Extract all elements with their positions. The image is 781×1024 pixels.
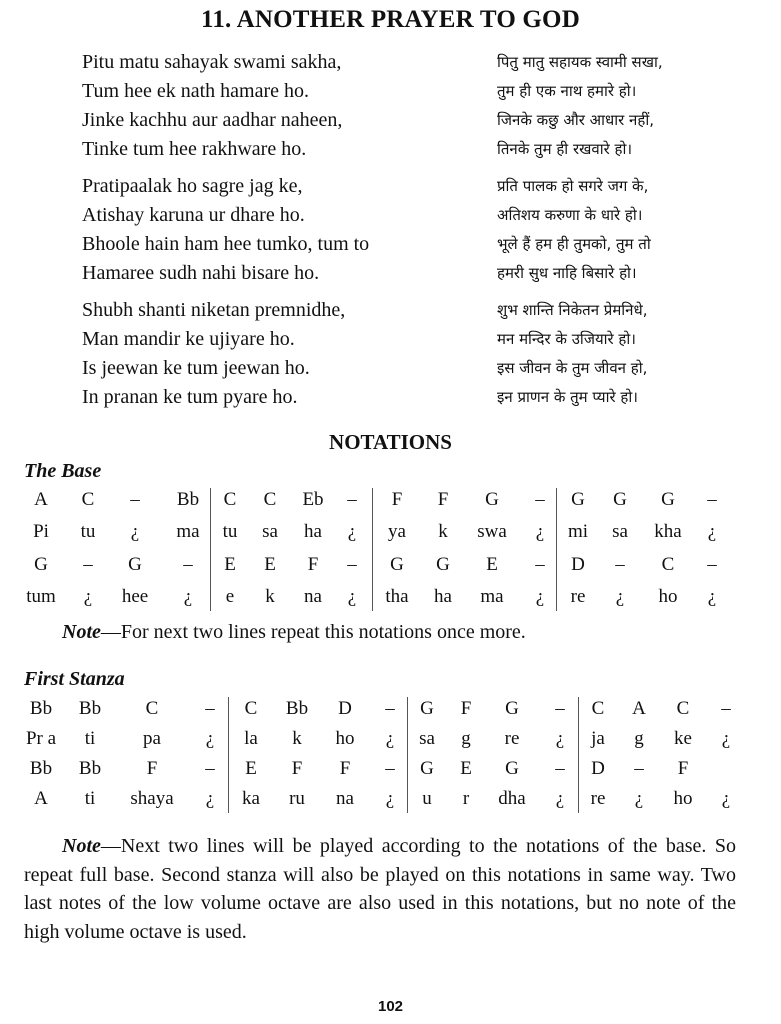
syllable-cell: sa [419,728,435,749]
note-cell: C [244,698,258,719]
syllable-cell: pa [143,728,161,749]
verse-line-hindi: इन प्राणन के तुम प्यारे हो। [497,388,638,406]
verse-line [82,135,702,164]
syllable-cell: ¿ [707,521,717,543]
syllable-cell: ka [242,788,260,809]
measure-bar-line [210,488,211,611]
note-cell: – [385,758,395,779]
syllable-cell: la [244,728,258,749]
verse-line [82,48,702,77]
verse-line [82,172,702,201]
verse-line-hindi: पितु मातु सहायक स्वामी सखा, [497,53,663,71]
syllable-cell: ¿ [183,585,193,607]
verse-line-english: Man mandir ke ujiyare ho. [82,328,295,350]
note-cell: G [420,758,434,779]
note-cell: C [676,698,690,719]
syllable-cell: k [292,728,302,749]
syllable-cell: na [336,788,354,809]
verse-line-english: Bhoole hain ham hee tumko, tum to [82,233,370,255]
page-title: 11. ANOTHER PRAYER TO GOD [201,6,580,33]
verse-line [82,354,702,383]
note-cell: Bb [78,758,102,779]
syllable-cell: ma [176,521,200,543]
syllable-cell: ho [658,585,678,607]
note-cell: C [81,489,95,510]
note-cell: G [390,553,404,575]
note-cell: – [707,553,717,575]
notes-row [0,694,781,724]
syllable-cell: ¿ [535,521,545,543]
syllable-cell: tu [80,521,96,543]
syllable-cell: ¿ [721,728,731,749]
first-stanza-label: First Stanza [24,668,125,690]
syllable-cell: A [34,788,48,809]
syllable-cell: r [462,788,470,809]
syllable-cell: ¿ [615,585,625,607]
syllable-cell: ru [289,788,305,809]
syllable-cell: k [265,585,275,607]
note-cell: – [385,698,395,719]
verse-line [82,325,702,354]
verse-line-english: Jinke kachhu aur aadhar naheen, [82,109,343,131]
syllable-cell: ti [84,728,96,749]
note-cell: – [83,553,93,575]
note-cell: D [571,553,585,575]
syllable-cell: ho [335,728,355,749]
syllable-cell: ha [304,521,322,543]
note-cell: F [307,553,319,575]
note-cell: – [535,553,545,575]
verse-line-english: Is jeewan ke tum jeewan ho. [82,357,310,379]
syllable-cell: hee [121,585,149,607]
note-cell: Eb [302,489,324,510]
note-cell: – [707,489,717,510]
lyrics-row [0,582,781,612]
verse-stanza [82,172,702,288]
verse-line [82,230,702,259]
syllable-cell: tum [26,585,56,607]
syllable-cell: ja [591,728,605,749]
note-cell: D [338,698,352,719]
note-cell: Bb [78,698,102,719]
syllable-cell: sa [612,521,628,543]
note-cell: F [291,758,303,779]
verse-line-english: Tum hee ek nath hamare ho. [82,80,309,102]
note-cell: – [205,698,215,719]
syllable-cell: tu [222,521,238,543]
syllable-cell: k [438,521,448,543]
note-cell: E [486,553,498,575]
note-cell: F [460,698,472,719]
note-cell: C [145,698,159,719]
syllable-cell: g [461,728,471,749]
note-cell: – [347,489,357,510]
syllable-cell: ma [480,585,504,607]
lyrics-row [0,517,781,547]
verse-line-hindi: इस जीवन के तुम जीवन हो, [497,359,648,377]
verse-line-hindi: भूले हैं हम ही तुमको, तुम तो [497,235,651,253]
note-cell: E [245,758,257,779]
syllable-cell: u [422,788,432,809]
syllable-cell: ¿ [555,788,565,809]
syllable-cell: ¿ [707,585,717,607]
syllable-cell: shaya [130,788,174,809]
syllable-cell: na [304,585,322,607]
note-cell: G [661,489,675,510]
syllable-cell: Pr a [25,728,57,749]
verse-line-english: Hamaree sudh nahi bisare ho. [82,262,320,284]
verse-line-english: Pratipaalak ho sagre jag ke, [82,175,303,197]
verse-line-english: Pitu matu sahayak swami sakha, [82,51,342,73]
syllable-cell: ¿ [83,585,93,607]
syllable-cell: ho [673,788,693,809]
measure-bar-line [372,488,373,611]
note-cell: C [223,489,237,510]
note-cell: E [460,758,472,779]
note-cell: F [339,758,351,779]
syllable-cell: dha [498,788,526,809]
note-cell: G [34,553,48,575]
note-cell: – [721,698,731,719]
note-cell: D [591,758,605,779]
syllable-cell: ya [388,521,406,543]
note-cell: F [391,489,403,510]
verse-line-english: Tinke tum hee rakhware ho. [82,138,307,160]
note-cell: A [34,489,48,510]
syllable-cell: ¿ [205,728,215,749]
verse-line-english: Shubh shanti niketan premnidhe, [82,299,346,321]
note-cell: Bb [29,758,53,779]
note-cell: – [205,758,215,779]
measure-bar-line [228,697,229,813]
note-cell: – [535,489,545,510]
verse-line [82,106,702,135]
syllable-cell: sa [262,521,278,543]
syllable-cell: swa [477,521,507,543]
syllable-cell: ¿ [535,585,545,607]
syllable-cell: ¿ [385,728,395,749]
syllable-cell: mi [567,521,589,543]
note-cell: F [437,489,449,510]
syllable-cell: e [225,585,235,607]
verse-line [82,259,702,288]
lyrics-row [0,784,781,814]
syllable-cell: ¿ [555,728,565,749]
note-cell: A [632,698,646,719]
note-cell: – [555,758,565,779]
syllable-cell: kha [654,521,682,543]
syllable-cell: ha [434,585,452,607]
verse-line-hindi: मन मन्दिर के उजियारे हो। [497,330,636,348]
note-label: Note [62,835,101,857]
note-cell: F [677,758,689,779]
notes-row [0,754,781,784]
note-cell: – [347,553,357,575]
notes-row [0,485,781,515]
verse-line-hindi: तुम ही एक नाथ हमारे हो। [497,82,637,100]
syllable-cell: ¿ [347,521,357,543]
note-cell: G [436,553,450,575]
note-cell: E [224,553,236,575]
verse-line-hindi: तिनके तुम ही रखवारे हो। [497,140,633,158]
base-label: The Base [24,460,102,482]
note-cell: C [661,553,675,575]
notes-row [0,550,781,580]
page-number: 102 [377,998,404,1015]
note-cell: – [183,553,193,575]
note-cell: – [634,758,644,779]
syllable-cell: ke [674,728,692,749]
note-cell: – [555,698,565,719]
verse-line-english: In pranan ke tum pyare ho. [82,386,298,408]
syllable-cell: re [590,788,606,809]
note-label: Note [62,621,101,643]
note-cell: – [615,553,625,575]
note-cell: G [613,489,627,510]
note-paragraph [24,832,736,946]
verse-line-hindi: हमरी सुध नाहि बिसारे हो। [497,264,637,282]
syllable-cell: ¿ [205,788,215,809]
verse-line-hindi: प्रति पालक हो सगरे जग के, [497,177,649,195]
note-cell: G [420,698,434,719]
note-cell: E [264,553,276,575]
note-cell: C [591,698,605,719]
note-repeat [62,618,526,647]
syllable-cell: Pi [33,521,49,543]
note-cell: Bb [29,698,53,719]
note-cell: C [263,489,277,510]
verse-line-english: Atishay karuna ur dhare ho. [82,204,305,226]
verse-line [82,201,702,230]
note-text: —Next two lines will be played according to the notations of the base. So repeat full base. Second stanza will also be played on this notations in same way. Two last notes of the low volume octave are also used in this notations, but no note of the high volume octave is used. [24,835,736,943]
note-cell: Bb [285,698,309,719]
syllable-cell: ¿ [634,788,644,809]
verse-stanza [82,48,702,164]
note-cell: G [571,489,585,510]
note-cell: – [130,489,140,510]
measure-bar-line [407,697,408,813]
verse-line [82,383,702,412]
verse-line [82,296,702,325]
measure-bar-line [578,697,579,813]
notations-heading: NOTATIONS [329,430,452,454]
note-cell: F [146,758,158,779]
note-text: —For next two lines repeat this notations once more. [100,621,526,643]
syllable-cell: ¿ [385,788,395,809]
syllable-cell: re [504,728,520,749]
syllable-cell: ti [84,788,96,809]
note-cell: G [505,758,519,779]
syllable-cell: ¿ [721,788,731,809]
measure-bar-line [556,488,557,611]
syllable-cell: ¿ [347,585,357,607]
note-cell: G [485,489,499,510]
syllable-cell: tha [385,585,409,607]
note-cell: Bb [176,489,200,510]
verse-stanza [82,296,702,412]
verse-line-hindi: जिनके कछु और आधार नहीं, [497,111,654,129]
verse-line-hindi: अतिशय करुणा के धारे हो। [497,206,643,224]
note-cell: G [505,698,519,719]
note-cell: G [128,553,142,575]
verse-line [82,77,702,106]
syllable-cell: ¿ [130,521,140,543]
verse-line-hindi: शुभ शान्ति निकेतन प्रेमनिधे, [497,301,648,319]
syllable-cell: re [570,585,586,607]
syllable-cell: g [634,728,644,749]
lyrics-row [0,724,781,754]
